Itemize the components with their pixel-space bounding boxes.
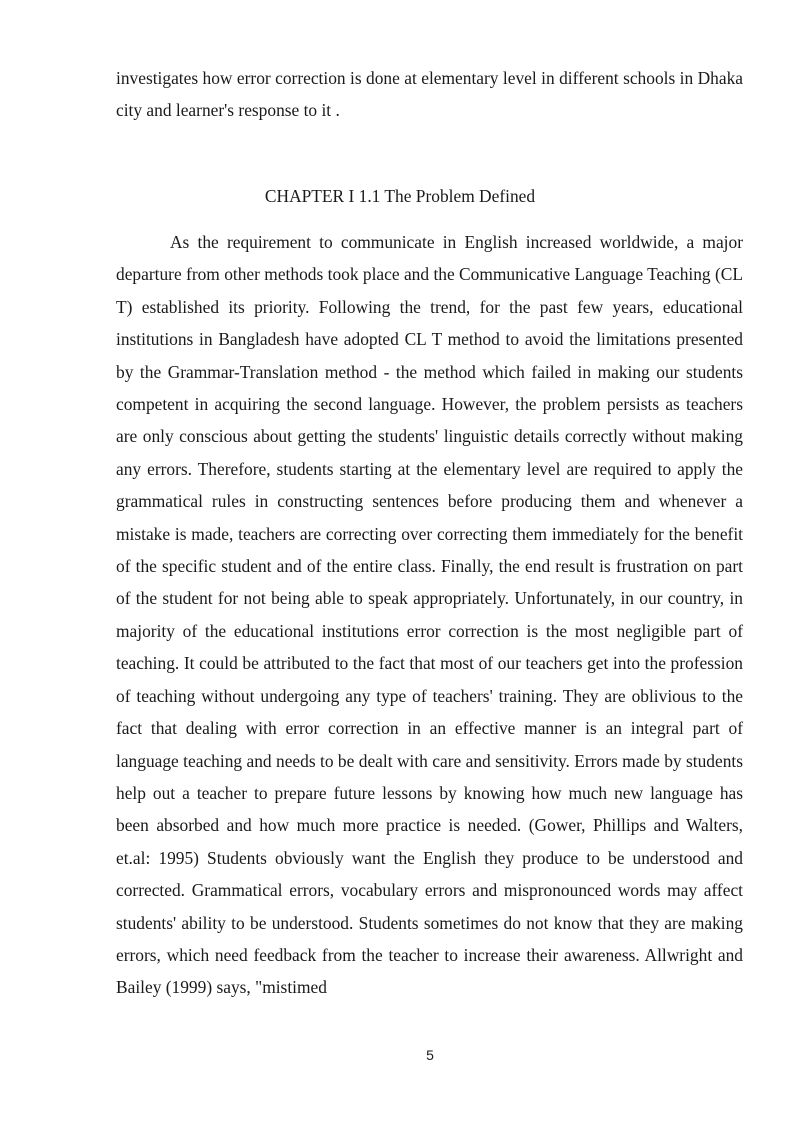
intro-paragraph: investigates how error correction is done at elementary level in different schools in Dhaka city and learner's response to it . [116, 68, 743, 121]
body-paragraph: As the requirement to communicate in English increased worldwide, a major departure from other methods took place and the Communicative Language Teaching (CL T) established its priority. Following the trend, for the past few years, educational institutions in Bangladesh have adopted CL T method to avoid the limitations presented by the Grammar-Translation method - the method which failed in making our students competent in acquiring the second language. However, the problem persists as teachers are only conscious about getting the students' linguistic details correctly without making any errors. Therefore, students starting at the elementary level are required to apply the grammatical rules in constructing sentences before producing them and whenever a mistake is made, teachers are correcting over correcting them immediately for the benefit of the specific student and of the entire class. Finally, the end result is frustration on part of the student for not being able to speak appropriately. Unfortunately, in our country, in majority of the educational institutions error correction is the most negligible part of teaching. It could be attributed to the fact that most of our teachers get into the profession of teaching without undergoing any type of teachers' training. They are oblivious to the fact that dealing with error correction in an effective manner is an integral part of language teaching and needs to be dealt with care and sensitivity. Errors made by students help out a teacher to prepare future lessons by knowing how much new language has been absorbed and how much more practice is needed. (Gower, Phillips and Walters, et.al: 1995) Students obviously want the English they produce to be understood and corrected. Grammatical errors, vocabulary errors and mispronounced words may affect students' ability to be understood. Students sometimes do not know that they are making errors, which need feedback from the teacher to increase their awareness. Allwright and Bailey (1999) says, "mistimed [116, 232, 743, 998]
page-number: 5 [426, 1047, 434, 1063]
chapter-heading: CHAPTER I 1.1 The Problem Defined [264, 186, 536, 206]
